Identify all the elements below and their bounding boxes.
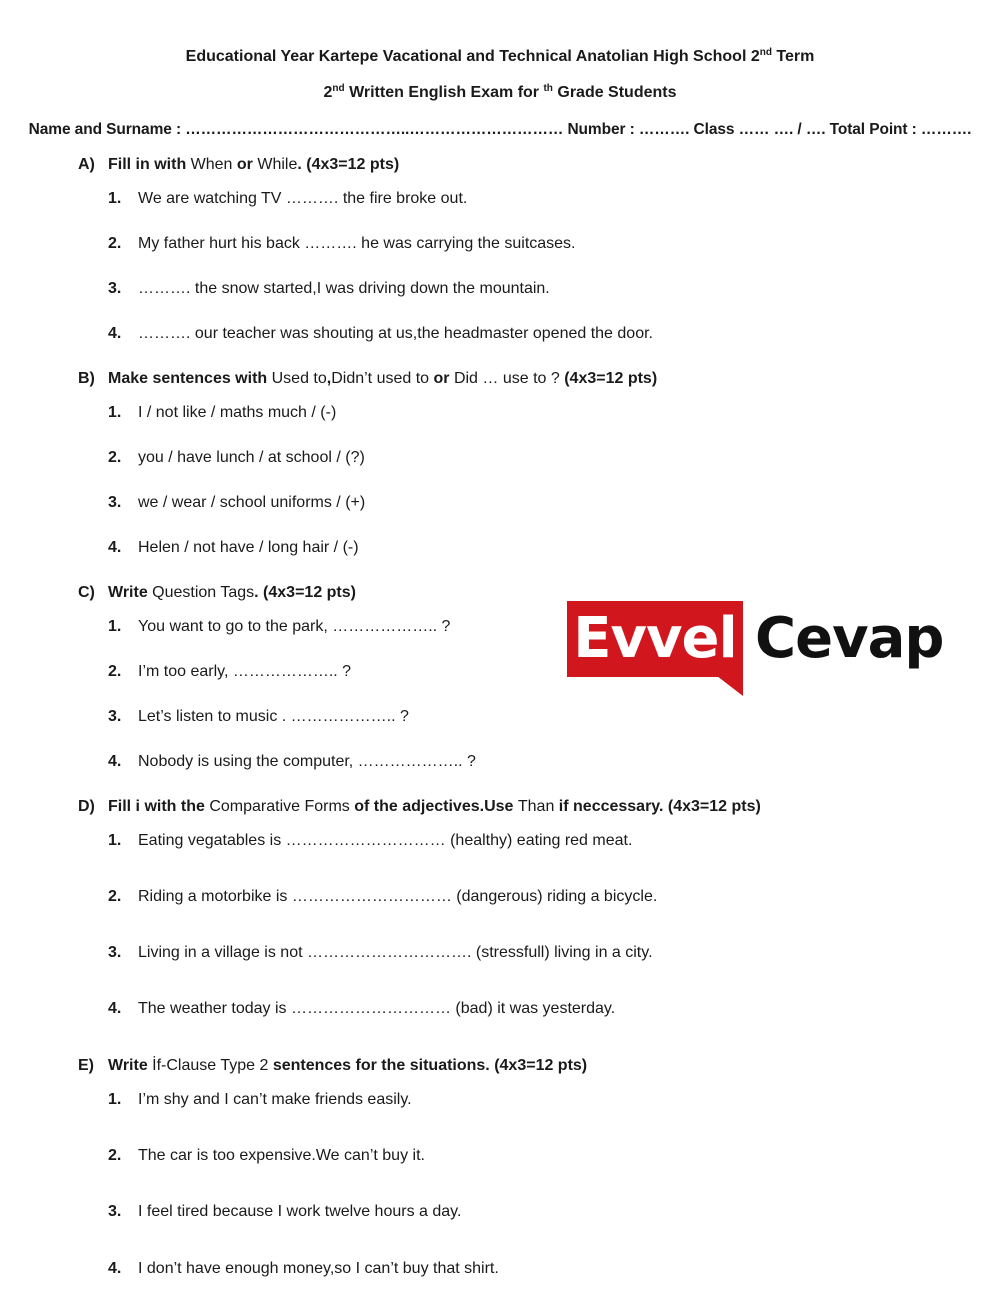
section-b-instruction: [108, 370, 657, 388]
section-a-num-2: 2.: [108, 235, 122, 252]
section-e-num-3: 3.: [108, 1203, 122, 1220]
section-d-num-4: 4.: [108, 1000, 122, 1017]
section-c-letter: C): [78, 584, 95, 601]
section-c-num-1: 1.: [108, 618, 122, 635]
section-c-num-4: 4.: [108, 753, 122, 770]
student-info-line: Name and Surname : ……………………………………..………………………… Number : ………. Class …… …. / …. Total Point : ……….: [28, 121, 972, 138]
section-a-item-2: My father hurt his back ………. he was carrying the suitcases.: [138, 235, 576, 252]
section-a-text-3: or: [232, 156, 258, 173]
section-d-num-1: 1.: [108, 832, 122, 849]
section-d-num-2: 2.: [108, 888, 122, 905]
title-line1-term: Term: [771, 48, 815, 65]
section-c-text-1: Write: [108, 584, 153, 601]
logo-bubble-tail: [717, 676, 743, 696]
section-a-num-3: 3.: [108, 280, 122, 297]
section-b-item-1: I / not like / maths much / (-): [138, 404, 337, 421]
section-c-num-3: 3.: [108, 708, 122, 725]
section-a-item-3: ………. the snow started,I was driving down the mountain.: [138, 280, 550, 297]
section-d-item-3: Living in a village is not …………………………. (stressfull) living in a city.: [138, 944, 653, 961]
section-b-item-4: Helen / not have / long hair / (-): [138, 539, 359, 556]
section-e-num-4: 4.: [108, 1260, 122, 1277]
section-a-text-2: When: [190, 156, 233, 173]
section-d-text-2: Comparative Forms: [209, 798, 355, 815]
section-c-item-3: Let’s listen to music . ……………….. ?: [138, 708, 409, 725]
subtitle-sup2: th: [543, 83, 553, 94]
section-a-item-1: We are watching TV ………. the fire broke out.: [138, 190, 468, 207]
section-e-text-2: İf-Clause Type 2: [152, 1057, 273, 1074]
section-e-text-3: sentences for the situations. (4x3=12 pts): [272, 1057, 588, 1074]
section-d-text-1: Fill i with the: [108, 798, 210, 815]
section-b-num-3: 3.: [108, 494, 122, 511]
section-c-item-1: You want to go to the park, ……………….. ?: [138, 618, 451, 635]
exam-subtitle: [0, 84, 1000, 102]
title-line1-text: Educational Year Kartepe Vacational and Technical Anatolian High School 2: [185, 48, 760, 65]
section-a-text-1: Fill in with: [108, 156, 191, 173]
section-e-text-1: Write: [108, 1057, 153, 1074]
section-b-text-1: Make sentences with: [108, 370, 272, 387]
section-d-instruction: [108, 798, 761, 816]
section-b-num-1: 1.: [108, 404, 122, 421]
section-b-letter: B): [78, 370, 95, 387]
section-e-instruction: [108, 1057, 587, 1075]
section-a-item-4: ………. our teacher was shouting at us,the headmaster opened the door.: [138, 325, 653, 342]
section-c-text-3: . (4x3=12 pts): [254, 584, 356, 601]
logo-text-right: Cevap: [755, 606, 944, 671]
section-b-text-2: Used to: [271, 370, 327, 387]
section-d-item-1: Eating vegatables is ………………………… (healthy) eating red meat.: [138, 832, 633, 849]
section-c-num-2: 2.: [108, 663, 122, 680]
section-a-text-4: While: [257, 156, 298, 173]
subtitle-text-a: Written English Exam for: [344, 84, 544, 101]
section-e-item-2: The car is too expensive.We can’t buy it.: [138, 1147, 425, 1164]
exam-school-title: [0, 48, 1000, 66]
section-b-text-3: ,: [326, 370, 332, 387]
section-b-num-4: 4.: [108, 539, 122, 556]
section-e-letter: E): [78, 1057, 94, 1074]
section-b-item-3: we / wear / school uniforms / (+): [138, 494, 366, 511]
section-e-item-4: I don’t have enough money,so I can’t buy that shirt.: [138, 1260, 499, 1277]
section-e-item-3: I feel tired because I work twelve hours a day.: [138, 1203, 462, 1220]
section-b-num-2: 2.: [108, 449, 122, 466]
section-e-num-1: 1.: [108, 1091, 122, 1108]
section-d-item-4: The weather today is ………………………… (bad) it was yesterday.: [138, 1000, 616, 1017]
section-d-text-4: Than: [517, 798, 559, 815]
title-line1-sup: nd: [759, 47, 772, 58]
section-d-num-3: 3.: [108, 944, 122, 961]
section-d-letter: D): [78, 798, 95, 815]
section-c-text-2: Question Tags: [152, 584, 255, 601]
section-c-instruction: [108, 584, 356, 602]
section-c-item-2: I’m too early, ……………….. ?: [138, 663, 352, 680]
subtitle-sup1: nd: [332, 83, 345, 94]
section-d-item-2: Riding a motorbike is ………………………… (dangerous) riding a bicycle.: [138, 888, 658, 905]
section-a-instruction: [108, 156, 399, 174]
section-d-text-3: of the adjectives.Use: [354, 798, 518, 815]
section-b-text-7: (4x3=12 pts): [564, 370, 658, 387]
section-b-item-2: you / have lunch / at school / (?): [138, 449, 365, 466]
section-d-text-5: if neccessary. (4x3=12 pts): [558, 798, 761, 815]
section-b-text-5: or: [433, 370, 450, 387]
section-e-num-2: 2.: [108, 1147, 122, 1164]
section-a-num-1: 1.: [108, 190, 122, 207]
section-a-num-4: 4.: [108, 325, 122, 342]
section-b-text-4: Didn’t used to: [331, 370, 434, 387]
evvel-cevap-logo: [567, 601, 944, 697]
subtitle-prefix: 2: [323, 84, 333, 101]
section-c-item-4: Nobody is using the computer, ……………….. ?: [138, 753, 476, 770]
section-a-text-5: . (4x3=12 pts): [297, 156, 400, 173]
subtitle-text-b: Grade Students: [552, 84, 677, 101]
logo-text-left: Evvel: [573, 606, 737, 671]
section-a-letter: A): [78, 156, 95, 173]
section-b-text-6: Did … use to ?: [449, 370, 565, 387]
section-e-item-1: I’m shy and I can’t make friends easily.: [138, 1091, 412, 1108]
